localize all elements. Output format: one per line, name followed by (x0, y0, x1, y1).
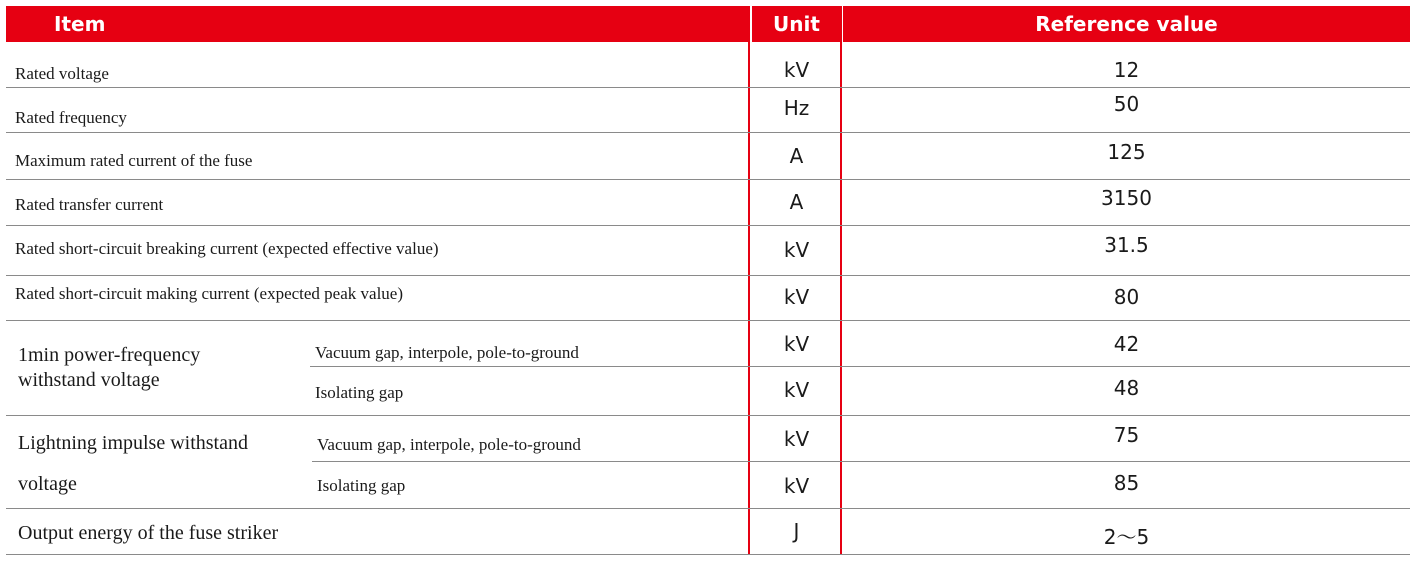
row-divider (6, 415, 1410, 416)
value-fuse-striker-energy: 2～5 (1103, 525, 1150, 549)
unit-rated-transfer-current: A (789, 190, 804, 214)
row-divider (6, 275, 1410, 276)
power-frequency-label-line2: withstand voltage (18, 369, 160, 391)
header-unit-label: Unit (773, 12, 820, 36)
item-max-rated-current: Maximum rated current of the fuse (15, 151, 253, 170)
unit-rated-frequency: Hz (783, 96, 810, 120)
unit-lightning-isolating-gap: kV (783, 474, 810, 498)
unit-power-frequency-isolating-gap: kV (783, 378, 810, 402)
unit-lightning-vacuum-gap: kV (783, 427, 810, 451)
value-max-rated-current: 125 (1107, 140, 1146, 164)
header-item-label: Item (54, 12, 106, 36)
power-frequency-label (18, 343, 200, 393)
power-frequency-vacuum-gap: Vacuum gap, interpole, pole-to-ground (315, 343, 579, 362)
unit-making-current: kV (783, 285, 810, 309)
row-divider (6, 132, 1410, 133)
row-divider (6, 87, 1410, 88)
item-rated-transfer-current: Rated transfer current (15, 195, 164, 214)
column-divider-value (840, 6, 842, 555)
unit-power-frequency-vacuum-gap: kV (783, 332, 810, 356)
value-power-frequency-vacuum-gap: 42 (1113, 332, 1140, 356)
item-fuse-striker-energy: Output energy of the fuse striker (18, 522, 279, 544)
lightning-label-line1: Lightning impulse withstand (18, 432, 248, 454)
header-reference-label: Reference value (1035, 12, 1218, 36)
header-reference-cell (843, 6, 1410, 42)
unit-fuse-striker-energy: J (793, 519, 800, 543)
value-power-frequency-isolating-gap: 48 (1113, 376, 1140, 400)
item-breaking-current: Rated short-circuit breaking current (expected effective value) (15, 239, 439, 258)
value-breaking-current: 31.5 (1104, 233, 1149, 257)
value-rated-transfer-current: 3150 (1101, 186, 1152, 210)
power-frequency-isolating-gap: Isolating gap (315, 383, 404, 402)
value-lightning-vacuum-gap: 75 (1113, 423, 1140, 447)
header-unit-cell (752, 6, 841, 42)
sub-row-divider (310, 366, 1410, 367)
column-divider-unit (748, 6, 750, 555)
row-divider (6, 225, 1410, 226)
power-frequency-label-line1: 1min power-frequency (18, 344, 201, 366)
header-item-cell (6, 6, 748, 42)
unit-rated-voltage: kV (783, 58, 810, 82)
item-rated-frequency: Rated frequency (15, 108, 127, 127)
value-making-current: 80 (1113, 285, 1140, 309)
unit-max-rated-current: A (789, 144, 804, 168)
item-making-current: Rated short-circuit making current (expected peak value) (15, 284, 403, 303)
lightning-label-line2: voltage (18, 473, 77, 495)
value-rated-voltage: 12 (1113, 58, 1140, 82)
value-rated-frequency: 50 (1113, 92, 1140, 116)
sub-row-divider (312, 461, 1410, 462)
value-lightning-isolating-gap: 85 (1113, 471, 1140, 495)
lightning-isolating-gap: Isolating gap (317, 476, 406, 495)
unit-breaking-current: kV (783, 238, 810, 262)
lightning-vacuum-gap: Vacuum gap, interpole, pole-to-ground (317, 435, 581, 454)
row-divider (6, 179, 1410, 180)
row-divider (6, 554, 1410, 555)
item-rated-voltage: Rated voltage (15, 64, 109, 83)
row-divider (6, 320, 1410, 321)
row-divider (6, 508, 1410, 509)
